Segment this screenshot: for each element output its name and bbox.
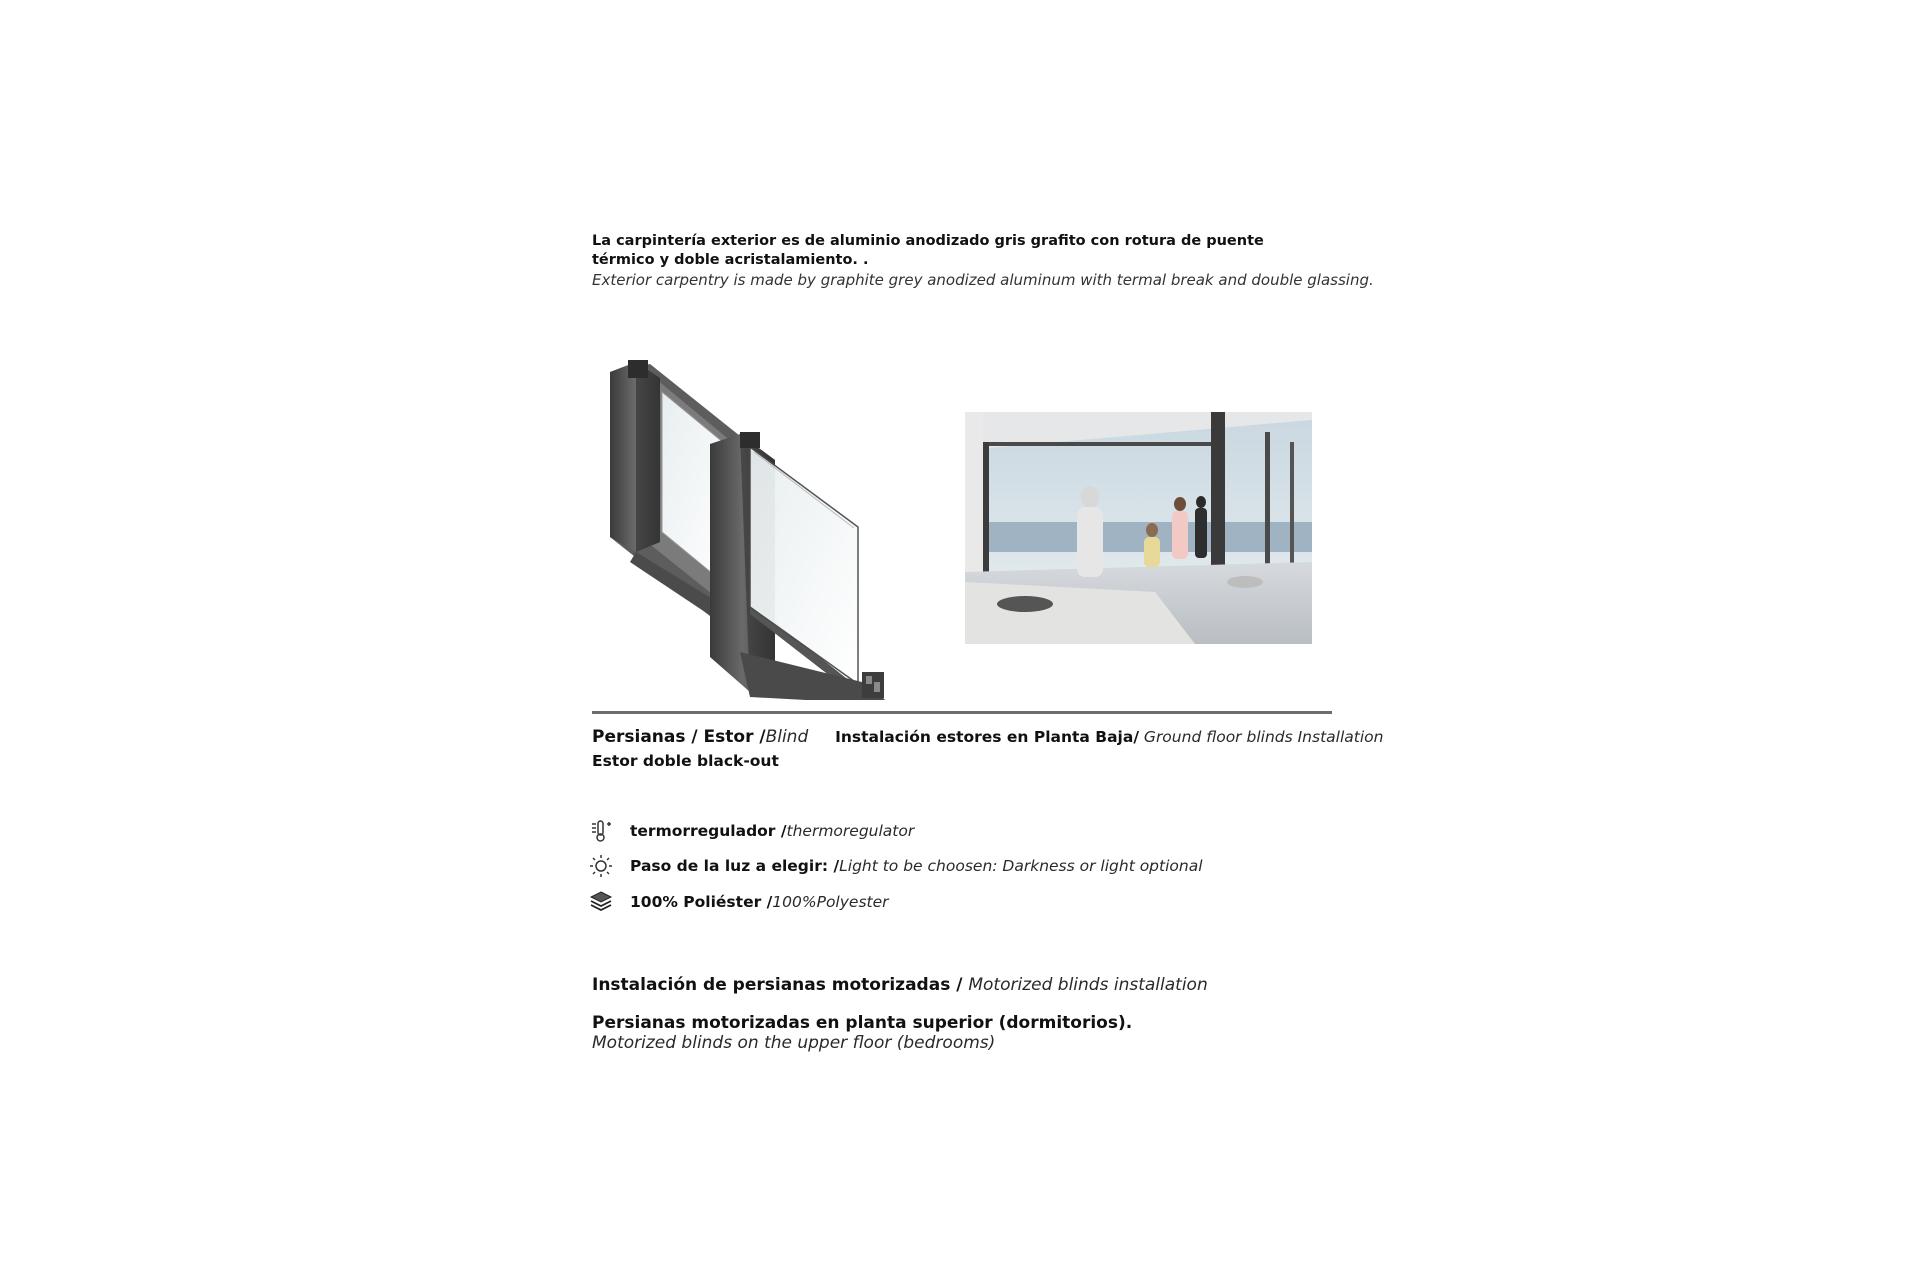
motorized-desc-es: Persianas motorizadas en planta superior (dormitorios).: [592, 1013, 1133, 1033]
blinds-title-en: Blind: [765, 727, 809, 747]
intro-text-es: La carpintería exterior es de aluminio anodizado gris grafito con rotura de puente térmico y doble acristalamiento. .: [592, 233, 1264, 268]
sun-icon: [588, 853, 614, 879]
feature-label-en: Light to be choosen: Darkness or light optional: [839, 857, 1203, 875]
feature-label-es: termorregulador /: [630, 822, 787, 840]
feature-light: [588, 853, 1203, 879]
feature-thermoregulator: [588, 818, 914, 844]
window-profile-image: [600, 352, 910, 700]
feature-polyester: [588, 889, 889, 915]
intro-block: [592, 232, 1392, 290]
feature-label-es: 100% Poliéster /: [630, 893, 773, 911]
thermometer-icon: [588, 818, 614, 844]
blinds-title-es: Persianas / Estor /: [592, 727, 766, 747]
fabric-layers-icon: [588, 889, 614, 915]
motorized-title-es: Instalación de persianas motorizadas /: [592, 975, 969, 995]
feature-label-en: 100%Polyester: [772, 893, 889, 911]
blinds-install-en: Ground floor blinds Installation: [1139, 728, 1384, 746]
interior-photo: [965, 412, 1312, 644]
blackout-label: Estor doble black-out: [592, 752, 779, 770]
motorized-heading: [592, 974, 1208, 996]
motorized-desc-en: Motorized blinds on the upper floor (bedrooms): [592, 1033, 996, 1053]
section-divider: [592, 711, 1332, 714]
motorized-title-en: Motorized blinds installation: [968, 975, 1208, 995]
feature-label-en: thermoregulator: [786, 822, 915, 840]
blinds-heading-row: [592, 726, 1383, 748]
blinds-install-es: Instalación estores en Planta Baja/: [835, 728, 1139, 746]
feature-label-es: Paso de la luz a elegir: /: [630, 857, 840, 875]
intro-text-en: Exterior carpentry is made by graphite grey anodized aluminum with termal break and double glassing.: [592, 271, 1374, 289]
